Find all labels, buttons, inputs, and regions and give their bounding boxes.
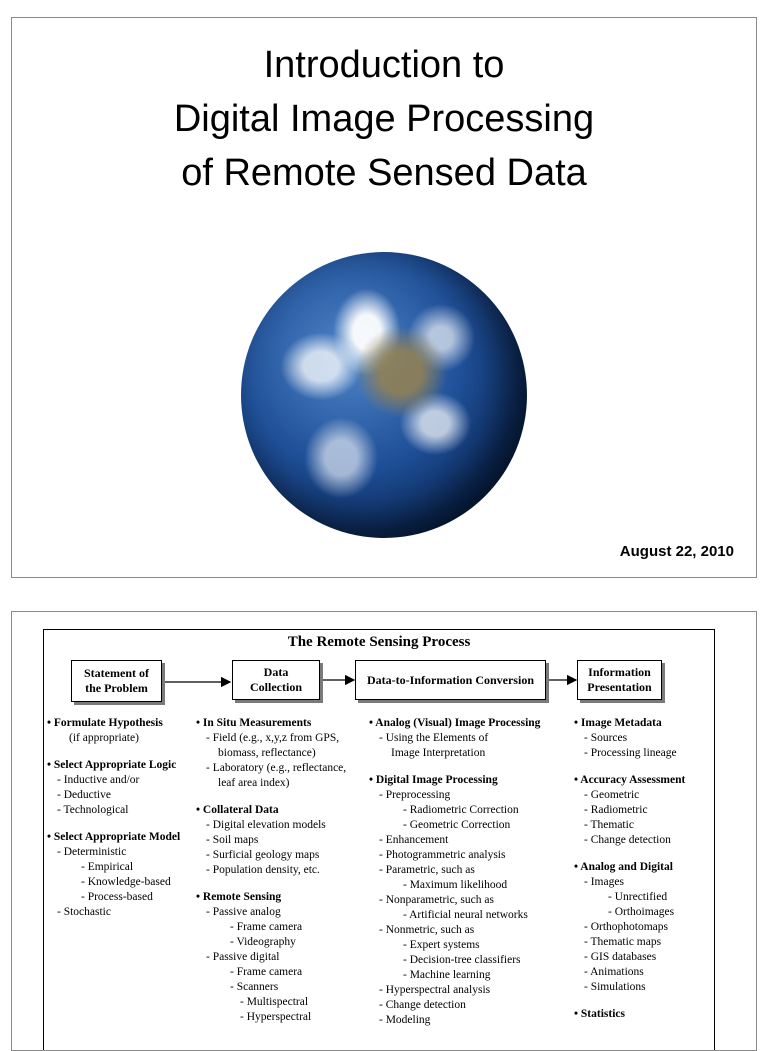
column-conversion: [369, 716, 540, 1028]
column-heading: • Remote Sensing: [196, 891, 282, 903]
column-item: - Scanners: [230, 981, 279, 993]
box-label: Collection: [250, 680, 302, 694]
column-item: - Simulations: [584, 981, 646, 993]
column-item: - Hyperspectral: [240, 1011, 312, 1023]
column-item: leaf area index): [218, 777, 290, 789]
box-label: Statement of: [84, 666, 149, 680]
column-item: - GIS databases: [584, 951, 657, 963]
diagram-title: The Remote Sensing Process: [287, 634, 471, 650]
column-item: - Images: [584, 876, 624, 888]
column-item: - Inductive and/or: [57, 774, 140, 786]
column-item: - Sources: [584, 732, 628, 744]
column-item: - Frame camera: [230, 921, 303, 933]
column-item: - Thematic maps: [584, 936, 662, 948]
column-item: - Nonparametric, such as: [379, 894, 494, 906]
title-line: of Remote Sensed Data: [181, 152, 587, 194]
column-heading: • Digital Image Processing: [369, 774, 498, 786]
column-item: - Deterministic: [57, 846, 127, 858]
box-label: Presentation: [587, 680, 652, 694]
column-problem: [47, 716, 180, 920]
column-item: Image Interpretation: [391, 747, 486, 759]
column-item: - Process-based: [81, 891, 153, 903]
slide-title: [12, 38, 756, 200]
column-heading: • Select Appropriate Model: [47, 831, 181, 843]
column-item: - Geometric: [584, 789, 640, 801]
box-label: Data-to-Information Conversion: [367, 672, 534, 687]
column-item: - Expert systems: [403, 939, 480, 951]
earth-globe-image: [241, 252, 527, 538]
slide-date: August 22, 2010: [619, 543, 734, 560]
process-slide: [11, 611, 757, 1051]
box-data-to-information: [355, 660, 546, 700]
title-line: Digital Image Processing: [173, 98, 595, 140]
column-item: - Field (e.g., x,y,z from GPS,: [206, 732, 340, 744]
column-heading: • Statistics: [574, 1008, 625, 1020]
column-item: - Preprocessing: [379, 789, 451, 801]
column-item: - Technological: [57, 804, 129, 816]
column-item: - Decision-tree classifiers: [403, 954, 521, 966]
column-heading: • Analog (Visual) Image Processing: [369, 717, 541, 729]
column-item: - Population density, etc.: [206, 864, 320, 876]
column-heading: • Accuracy Assessment: [574, 774, 686, 786]
column-item: - Soil maps: [206, 834, 259, 846]
column-item: - Radiometric: [584, 804, 648, 816]
column-item: - Empirical: [81, 861, 134, 873]
column-item: - Change detection: [584, 834, 671, 846]
column-item: - Stochastic: [57, 906, 111, 918]
column-heading: • Select Appropriate Logic: [47, 759, 177, 771]
column-item: - Maximum likelihood: [403, 879, 508, 891]
column-item: - Videography: [230, 936, 296, 948]
column-item: - Digital elevation models: [206, 819, 326, 831]
column-item: - Animations: [584, 966, 644, 978]
column-item: - Photogrammetric analysis: [379, 849, 506, 861]
column-item: - Enhancement: [379, 834, 449, 846]
box-statement-of-problem: [71, 660, 162, 702]
column-data-collection: [196, 716, 346, 1025]
column-item: - Artificial neural networks: [403, 909, 528, 921]
title-line: Introduction to: [263, 44, 505, 86]
column-item: - Deductive: [57, 789, 111, 801]
title-slide: [11, 17, 757, 578]
column-item: - Using the Elements of: [379, 732, 489, 744]
column-item: - Passive digital: [206, 951, 280, 963]
column-item: - Radiometric Correction: [403, 804, 519, 816]
box-data-collection: [232, 660, 320, 700]
column-item: - Processing lineage: [584, 747, 677, 759]
column-item: - Passive analog: [206, 906, 281, 918]
column-item: (if appropriate): [69, 732, 139, 744]
column-item: - Geometric Correction: [403, 819, 511, 831]
column-item: - Hyperspectral analysis: [379, 984, 491, 996]
column-item: - Thematic: [584, 819, 634, 831]
column-item: - Orthophotomaps: [584, 921, 669, 933]
column-item: - Unrectified: [608, 891, 668, 903]
column-item: - Knowledge-based: [81, 876, 171, 888]
column-item: - Multispectral: [240, 996, 309, 1008]
box-label: the Problem: [85, 681, 148, 695]
box-information-presentation: [577, 660, 662, 700]
column-item: - Surficial geology maps: [206, 849, 320, 861]
column-item: biomass, reflectance): [218, 747, 316, 759]
box-label: Information: [588, 665, 651, 679]
column-presentation: [574, 716, 685, 1022]
column-heading: • Collateral Data: [196, 804, 279, 816]
column-item: - Change detection: [379, 999, 466, 1011]
column-item: - Laboratory (e.g., reflectance,: [206, 762, 347, 774]
column-heading: • In Situ Measurements: [196, 717, 312, 729]
column-item: - Orthoimages: [608, 906, 675, 918]
column-item: - Frame camera: [230, 966, 303, 978]
column-item: - Modeling: [379, 1014, 431, 1026]
column-heading: • Image Metadata: [574, 717, 662, 729]
column-heading: • Analog and Digital: [574, 861, 673, 873]
column-heading: • Formulate Hypothesis: [47, 717, 163, 729]
box-label: Data: [263, 665, 289, 679]
column-item: - Machine learning: [403, 969, 491, 981]
column-item: - Parametric, such as: [379, 864, 475, 876]
remote-sensing-process-diagram: [43, 629, 715, 1051]
column-item: - Nonmetric, such as: [379, 924, 475, 936]
